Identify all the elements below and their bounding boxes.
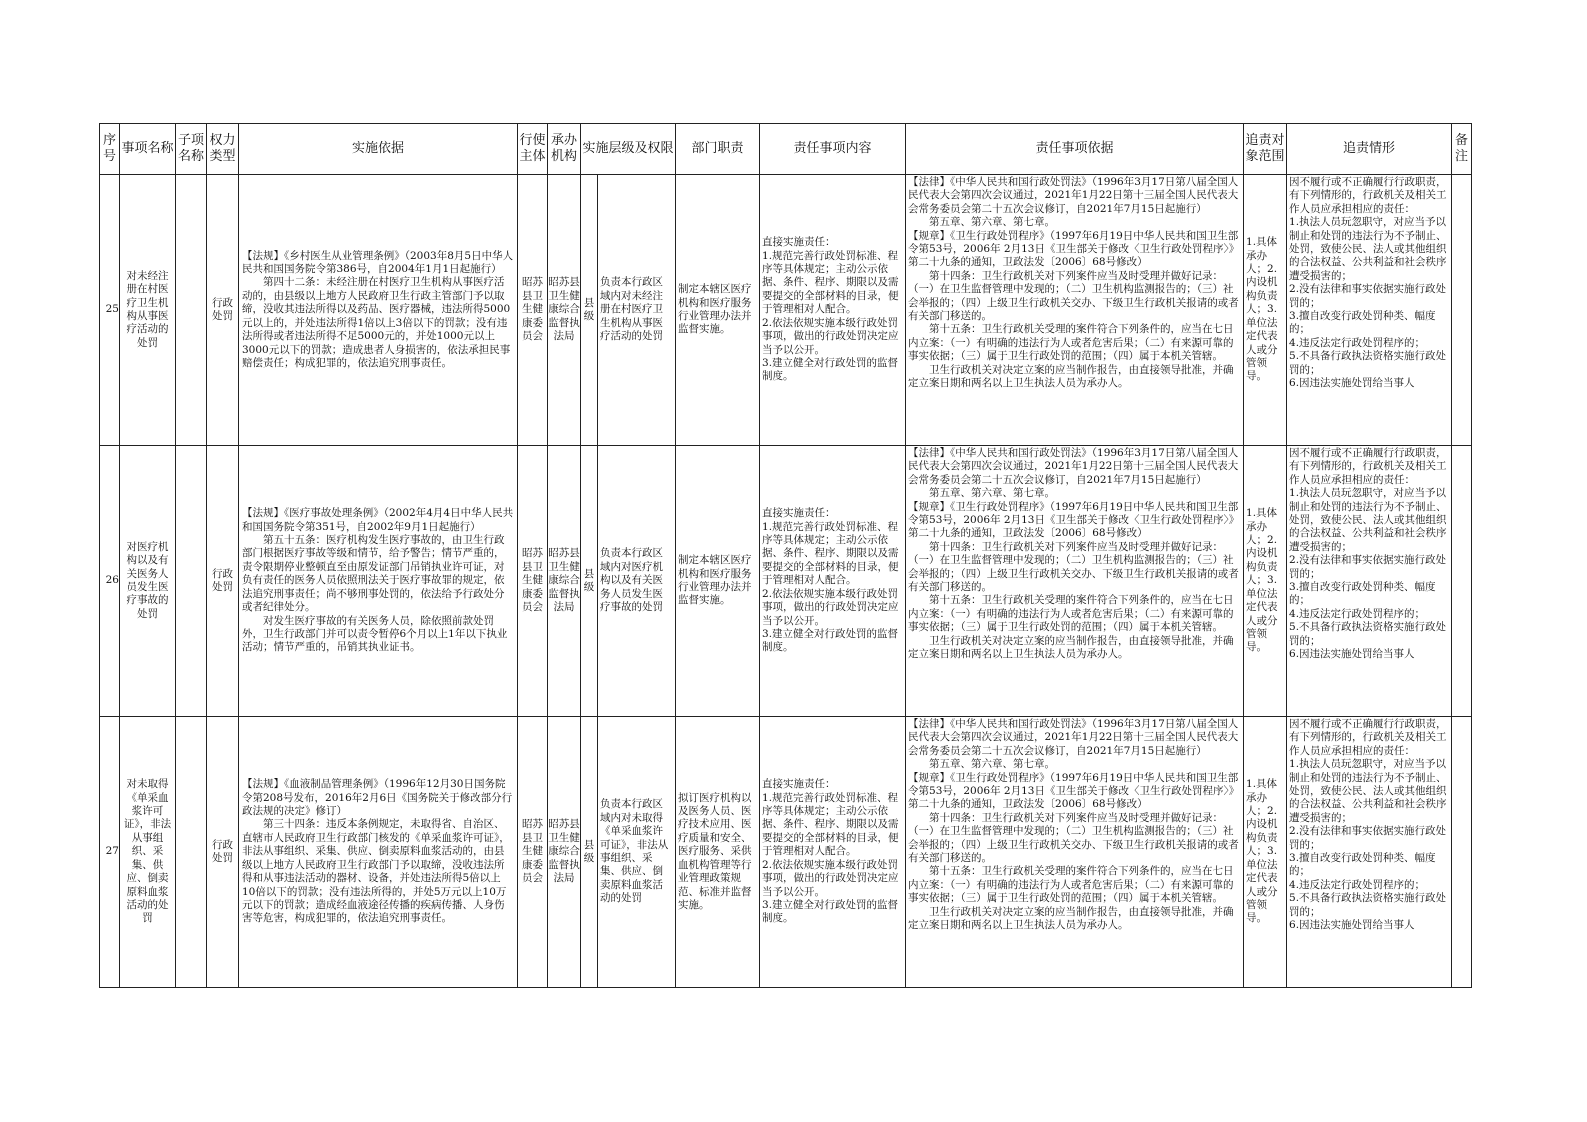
resp-basis: 【法律】《中华人民共和国行政处罚法》（1996年3月17日第八届全国人民代表大会第四次会议通过，2021年1月22日第十三届全国人民代表大会常务委员会第二十五次会议修订，自2021年7月15日起施行） 第五章、第六章、第七章。 【规章】《卫生行政处罚程序》（1997年6月19日中华人民共和国卫生部令第53号，2006年 2月13日《卫生部关于修改〈卫生行政处罚程序〉》第二十九条的通知，卫政法发〔2006〕68号修改） 第十四条：卫生行政机关对下列案件应当及时受理并做好记录：（一）在卫生监督管理中发现的；（二）卫生机构监测报告的；（三）社会举报的；（四）上级卫生行政机关交办、下级卫生行政机关报请的或者有关部门移送的。 第十五条：卫生行政机关受理的案件符合下列条件的，应当在七日内立案：（一）有明确的违法行为人或者危害后果；（二）有来源可靠的事实依据；（三）属于卫生行政处罚的范围；（四）属于本机关管辖。 卫生行政机关对决定立案的应当制作报告，由直接领导批准，并确定立案日期和两名以上卫生执法人员为承办人。 (906, 717, 1244, 988)
resp-content: 直接实施责任： 1.规范完善行政处罚标准、程序等具体规定；主动公示依据、条件、程序、期限以及需要提交的全部材料的目录，便于管理相对人配合。 2.依法依规实施本级行政处罚事项，做出的行政处罚决定应当予以公开。 3.建立健全对行政处罚的监督制度。 (760, 717, 906, 988)
resp-basis: 【法律】《中华人民共和国行政处罚法》（1996年3月17日第八届全国人民代表大会第四次会议通过，2021年1月22日第十三届全国人民代表大会常务委员会第二十五次会议修订，自2021年7月15日起施行） 第五章、第六章、第七章。 【规章】《卫生行政处罚程序》（1997年6月19日中华人民共和国卫生部令第53号，2006年 2月13日《卫生部关于修改〈卫生行政处罚程序〉》第二十九条的通知，卫政法发〔2006〕68号修改） 第十四条：卫生行政机关对下列案件应当及时受理并做好记录：（一）在卫生监督管理中发现的；（二）卫生机构监测报告的；（三）社会举报的；（四）上级卫生行政机关交办、下级卫生行政机关报请的或者有关部门移送的。 第十五条：卫生行政机关受理的案件符合下列条件的，应当在七日内立案：（一）有明确的违法行为人或者危害后果；（二）有来源可靠的事实依据；（三）属于卫生行政处罚的范围；（四）属于本机关管辖。 卫生行政机关对决定立案的应当制作报告，由直接领导批准，并确定立案日期和两名以上卫生执法人员为承办人。 (906, 175, 1244, 446)
impl-level: 县级 (581, 446, 598, 717)
impl-basis: 【法规】《血液制品管理条例》（1996年12月30日国务院令第208号发布，2016年2月6日《国务院关于修改部分行政法规的决定》修订） 第三十四条：违反本条例规定，未取得省、自治区、直辖市人民政府卫生行政部门核发的《单采血浆许可证》，非法从事组织、采集、供应、倒卖原料血浆活动的，由县级以上地方人民政府卫生行政部门予以取缔，没收违法所得和从事违法活动的器材、设备，并处违法所得5倍以上10倍以下的罚款；没有违法所得的，并处5万元以上10万元以下的罚款；造成经血液途径传播的疾病传播、人身伤害等危害，构成犯罪的，依法追究刑事责任。 (239, 717, 518, 988)
impl-level: 县级 (581, 175, 598, 446)
dept-duty: 制定本辖区医疗机构和医疗服务行业管理办法并监督实施。 (676, 446, 760, 717)
col-header-sub: 子项名称 (176, 124, 207, 175)
item-name: 对未取得《单采血浆许可证》，非法从事组织、采集、供应、倒卖原料血浆活动的处罚 (120, 717, 176, 988)
col-header-level: 实施层级及权限 (581, 124, 676, 175)
dept-duty: 拟订医疗机构以及医务人员、医疗技术应用、医疗质量和安全、医疗服务、采供血机构管理等行业管理政策规范、标准并监督实施。 (676, 717, 760, 988)
sub-item (176, 175, 207, 446)
resp-content: 直接实施责任： 1.规范完善行政处罚标准、程序等具体规定；主动公示依据、条件、程序、期限以及需要提交的全部材料的目录，便于管理相对人配合。 2.依法依规实施本级行政处罚事项，做出的行政处罚决定应当予以公开。 3.建立健全对行政处罚的监督制度。 (760, 446, 906, 717)
accountability-targets: 1.具体承办人；2.内设机构负责人；3.单位法定代表人或分管领导。 (1244, 175, 1287, 446)
impl-scope: 负责本行政区域内对医疗机构以及有关医务人员发生医疗事故的处罚 (598, 446, 676, 717)
col-header-basis: 实施依据 (239, 124, 518, 175)
impl-scope: 负责本行政区域内对未经注册在村医疗卫生机构从事医疗活动的处罚 (598, 175, 676, 446)
sub-item (176, 446, 207, 717)
col-header-agency: 承办机构 (548, 124, 581, 175)
handling-agency: 昭苏县卫生健康综合监督执法局 (548, 717, 581, 988)
handling-agency: 昭苏县卫生健康综合监督执法局 (548, 446, 581, 717)
power-type: 行政处罚 (207, 717, 239, 988)
power-type: 行政处罚 (207, 446, 239, 717)
remark (1452, 175, 1472, 446)
impl-basis: 【法规】《医疗事故处理条例》（2002年4月4日中华人民共和国国务院令第351号，自2002年9月1日起施行） 第五十五条：医疗机构发生医疗事故的，由卫生行政部门根据医疗事故等级和情节，给予警告；情节严重的，责令限期停业整顿直至由原发证部门吊销执业许可证，对负有责任的医务人员依照刑法关于医疗事故罪的规定，依法追究刑事责任；尚不够刑事处罚的，依法给予行政处分或者纪律处分。 对发生医疗事故的有关医务人员，除依照前款处罚外，卫生行政部门并可以责令暂停6个月以上1年以下执业活动；情节严重的，吊销其执业证书。 (239, 446, 518, 717)
col-header-subject: 行使主体 (518, 124, 548, 175)
exercise-subject: 昭苏县卫生健康委员会 (518, 446, 548, 717)
col-header-content: 责任事项内容 (760, 124, 906, 175)
exercise-subject: 昭苏县卫生健康委员会 (518, 175, 548, 446)
handling-agency: 昭苏县卫生健康综合监督执法局 (548, 175, 581, 446)
header-row (100, 124, 1472, 175)
col-header-targets: 追责对象范围 (1244, 124, 1287, 175)
col-header-type: 权力类型 (207, 124, 239, 175)
item-name: 对未经注册在村医疗卫生机构从事医疗活动的处罚 (120, 175, 176, 446)
col-header-duty: 部门职责 (676, 124, 760, 175)
col-header-situations: 追责情形 (1287, 124, 1452, 175)
row-seq: 25 (100, 175, 120, 446)
table-row (100, 446, 1472, 717)
remark (1452, 446, 1472, 717)
accountability-situations: 因不履行或不正确履行行政职责，有下列情形的，行政机关及相关工作人员应承担相应的责任： 1.执法人员玩忽职守，对应当予以制止和处罚的违法行为不予制止、处罚，致使公民、法人或其他组织的合法权益、公共利益和社会秩序遭受损害的； 2.没有法律和事实依据实施行政处罚的； 3.擅自改变行政处罚种类、幅度的； 4.违反法定行政处罚程序的； 5.不具备行政执法资格实施行政处罚的； 6.因违法实施处罚给当事人 (1287, 717, 1452, 988)
col-header-name: 事项名称 (120, 124, 176, 175)
accountability-situations: 因不履行或不正确履行行政职责，有下列情形的，行政机关及相关工作人员应承担相应的责任： 1.执法人员玩忽职守，对应当予以制止和处罚的违法行为不予制止、处罚，致使公民、法人或其他组织的合法权益、公共利益和社会秩序遭受损害的； 2.没有法律和事实依据实施行政处罚的； 3.擅自改变行政处罚种类、幅度的； 4.违反法定行政处罚程序的； 5.不具备行政执法资格实施行政处罚的； 6.因违法实施处罚给当事人 (1287, 175, 1452, 446)
table-row (100, 175, 1472, 446)
col-header-resp-basis: 责任事项依据 (906, 124, 1244, 175)
resp-content: 直接实施责任： 1.规范完善行政处罚标准、程序等具体规定；主动公示依据、条件、程序、期限以及需要提交的全部材料的目录，便于管理相对人配合。 2.依法依规实施本级行政处罚事项，做出的行政处罚决定应当予以公开。 3.建立健全对行政处罚的监督制度。 (760, 175, 906, 446)
impl-level: 县级 (581, 717, 598, 988)
row-seq: 26 (100, 446, 120, 717)
item-name: 对医疗机构以及有关医务人员发生医疗事故的处罚 (120, 446, 176, 717)
resp-basis: 【法律】《中华人民共和国行政处罚法》（1996年3月17日第八届全国人民代表大会第四次会议通过，2021年1月22日第十三届全国人民代表大会常务委员会第二十五次会议修订，自2021年7月15日起施行） 第五章、第六章、第七章。 【规章】《卫生行政处罚程序》（1997年6月19日中华人民共和国卫生部令第53号，2006年 2月13日《卫生部关于修改〈卫生行政处罚程序〉》第二十九条的通知，卫政法发〔2006〕68号修改） 第十四条：卫生行政机关对下列案件应当及时受理并做好记录：（一）在卫生监督管理中发现的；（二）卫生机构监测报告的；（三）社会举报的；（四）上级卫生行政机关交办、下级卫生行政机关报请的或者有关部门移送的。 第十五条：卫生行政机关受理的案件符合下列条件的，应当在七日内立案：（一）有明确的违法行为人或者危害后果；（二）有来源可靠的事实依据；（三）属于卫生行政处罚的范围；（四）属于本机关管辖。 卫生行政机关对决定立案的应当制作报告，由直接领导批准，并确定立案日期和两名以上卫生执法人员为承办人。 (906, 446, 1244, 717)
table-row (100, 717, 1472, 988)
accountability-targets: 1.具体承办人；2.内设机构负责人；3.单位法定代表人或分管领导。 (1244, 446, 1287, 717)
accountability-targets: 1.具体承办人；2.内设机构负责人；3.单位法定代表人或分管领导。 (1244, 717, 1287, 988)
remark (1452, 717, 1472, 988)
exercise-subject: 昭苏县卫生健康委员会 (518, 717, 548, 988)
accountability-situations: 因不履行或不正确履行行政职责，有下列情形的，行政机关及相关工作人员应承担相应的责任： 1.执法人员玩忽职守，对应当予以制止和处罚的违法行为不予制止、处罚，致使公民、法人或其他组织的合法权益、公共利益和社会秩序遭受损害的； 2.没有法律和事实依据实施行政处罚的； 3.擅自改变行政处罚种类、幅度的； 4.违反法定行政处罚程序的； 5.不具备行政执法资格实施行政处罚的； 6.因违法实施处罚给当事人 (1287, 446, 1452, 717)
impl-basis: 【法规】《乡村医生从业管理条例》（2003年8月5日中华人民共和国国务院令第386号，自2004年1月1日起施行） 第四十二条：未经注册在村医疗卫生机构从事医疗活动的，由县级以上地方人民政府卫生行政主管部门予以取缔，没收其违法所得以及药品、医疗器械，违法所得5000元以上的，并处违法所得1倍以上3倍以下的罚款；没有违法所得或者违法所得不足5000元的，并处1000元以上3000元以下的罚款；造成患者人身损害的，依法承担民事赔偿责任；构成犯罪的，依法追究刑事责任。 (239, 175, 518, 446)
power-type: 行政处罚 (207, 175, 239, 446)
row-seq: 27 (100, 717, 120, 988)
col-header-remark: 备注 (1452, 124, 1472, 175)
impl-scope: 负责本行政区域内对未取得《单采血浆许可证》，非法从事组织、采集、供应、倒卖原料血浆活动的处罚 (598, 717, 676, 988)
dept-duty: 制定本辖区医疗机构和医疗服务行业管理办法并监督实施。 (676, 175, 760, 446)
col-header-seq: 序号 (100, 124, 120, 175)
sub-item (176, 717, 207, 988)
power-responsibility-table (99, 123, 1472, 988)
